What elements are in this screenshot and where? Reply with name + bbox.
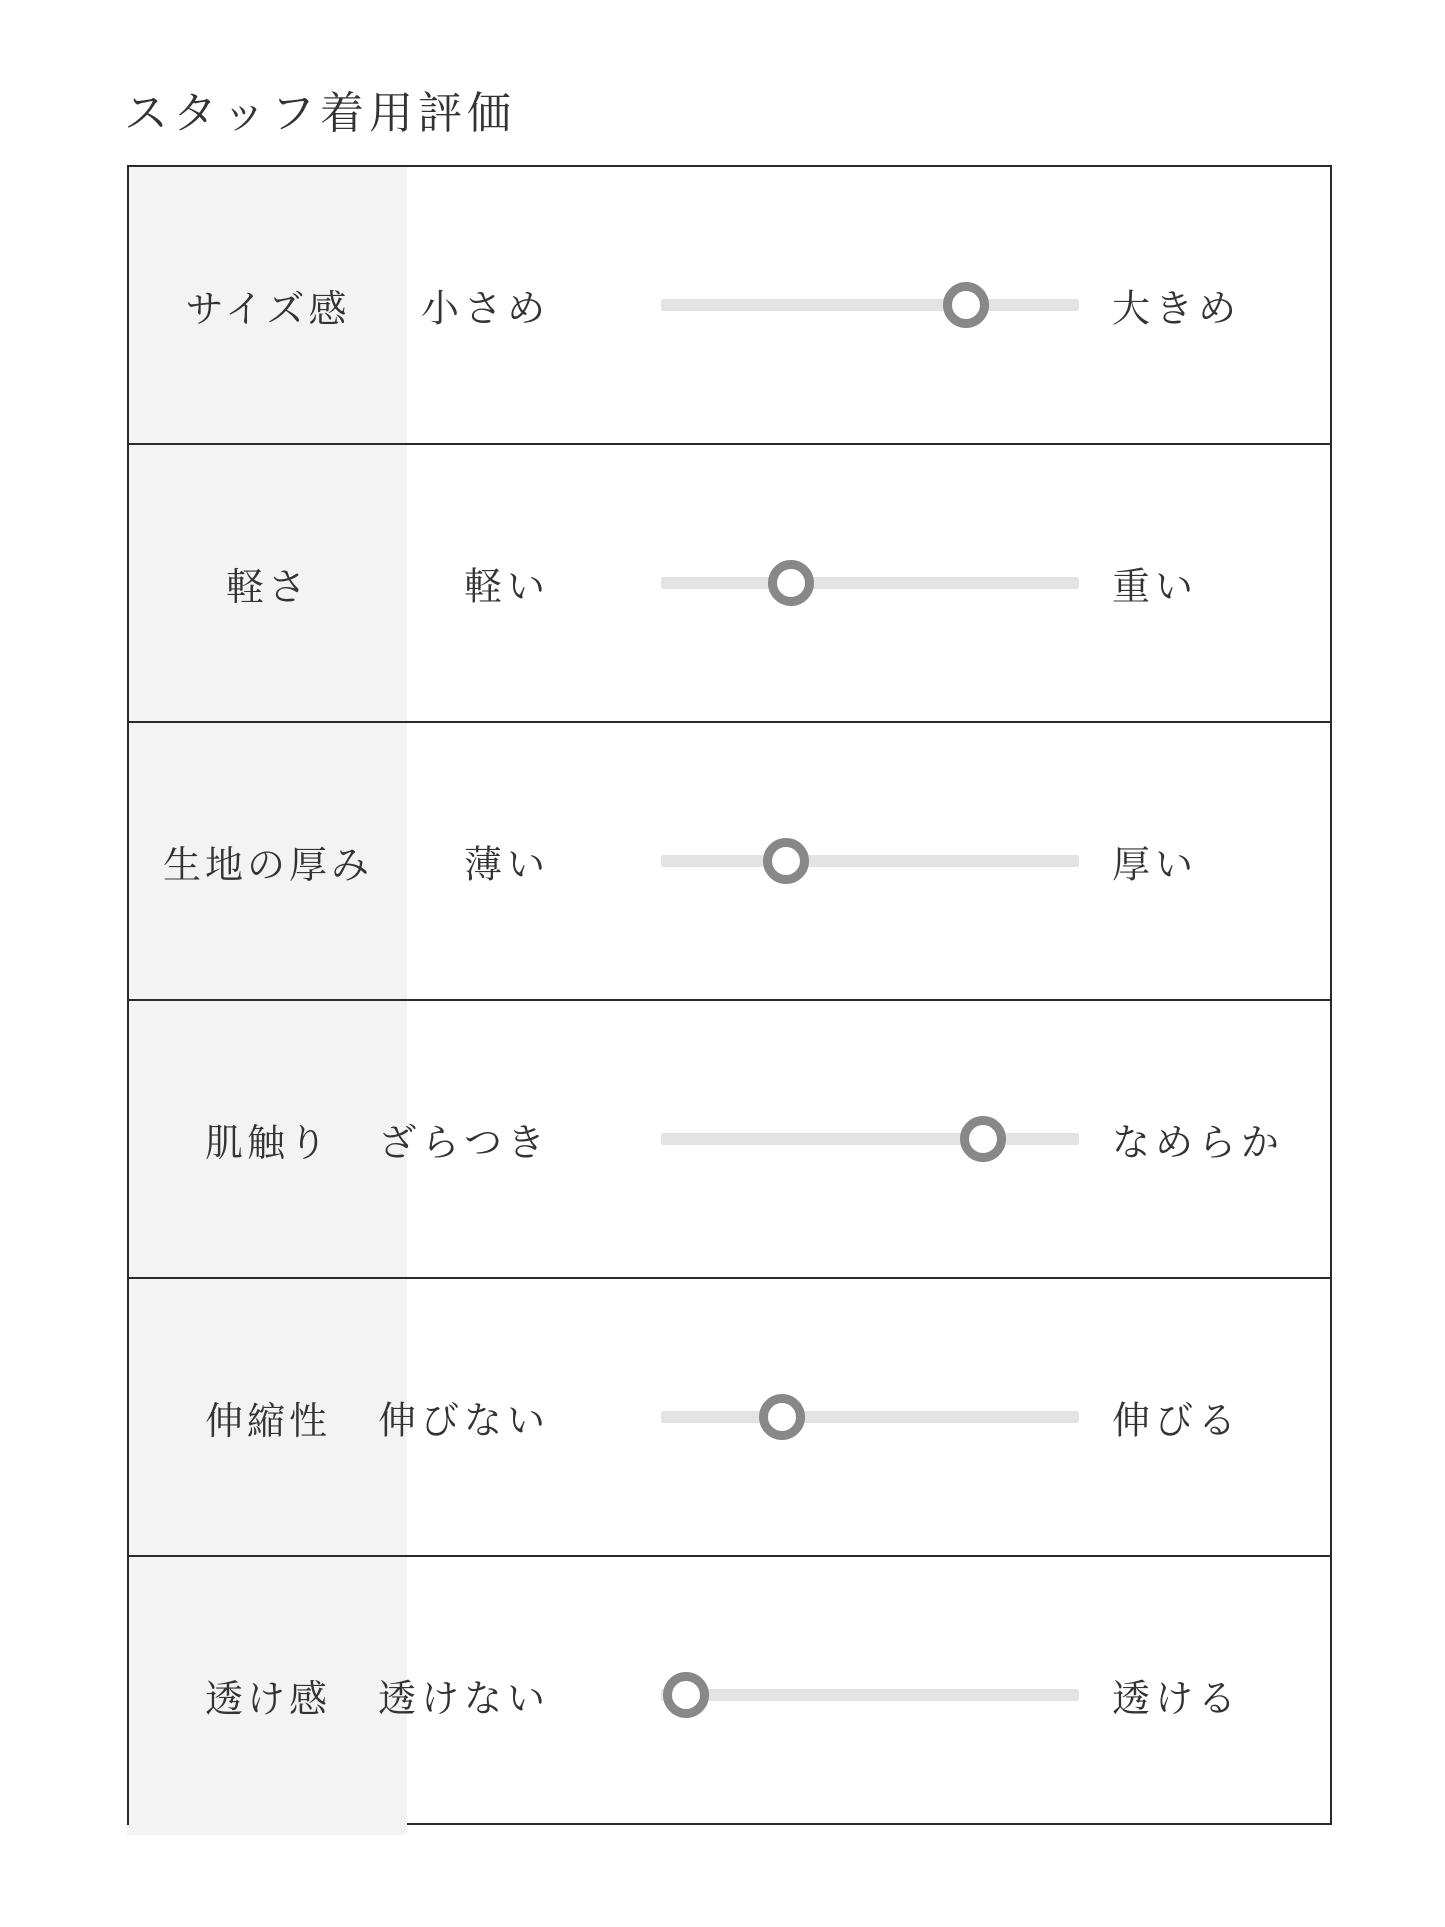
rating-slider-track: [661, 299, 1079, 311]
rating-row-weight: [129, 445, 1330, 723]
scale-min-label: 透けない: [377, 1676, 550, 1721]
rating-slider-knob: [763, 838, 809, 884]
rating-slider-knob: [960, 1116, 1006, 1162]
page-title: スタッフ着用評価: [124, 88, 516, 139]
rating-slider-track: [661, 1133, 1079, 1145]
rating-slider-track: [661, 577, 1079, 589]
scale-max-label: 伸びる: [1112, 1398, 1242, 1443]
rating-slider-track: [661, 855, 1079, 867]
row-label: 生地の厚み: [162, 842, 373, 887]
scale-min-label: 軽い: [463, 564, 550, 609]
rating-slider-knob: [759, 1394, 805, 1440]
scale-min-label: 薄い: [463, 842, 550, 887]
rating-row-texture: [129, 1001, 1330, 1279]
row-label-cell: [129, 445, 407, 721]
scale-max-label: 透ける: [1112, 1676, 1242, 1721]
scale-max-label: なめらか: [1112, 1120, 1285, 1165]
scale-max-label: 重い: [1112, 564, 1199, 609]
rating-slider-track: [661, 1411, 1079, 1423]
rating-slider-track: [661, 1689, 1079, 1701]
scale-max-label: 厚い: [1112, 842, 1199, 887]
rating-row-sheerness: [129, 1557, 1330, 1833]
rating-slider-knob: [768, 560, 814, 606]
row-label: サイズ感: [185, 286, 351, 331]
scale-min-label: 伸びない: [377, 1398, 550, 1443]
row-label: 肌触り: [204, 1120, 331, 1165]
row-label-cell: [129, 1001, 407, 1277]
row-label-cell: [129, 167, 407, 443]
row-label-cell: [129, 1557, 407, 1833]
rating-row-size: [129, 167, 1330, 445]
rating-row-stretch: [129, 1279, 1330, 1557]
rating-slider-knob: [943, 282, 989, 328]
scale-min-label: ざらつき: [378, 1120, 550, 1165]
row-label-cell: [129, 1279, 407, 1555]
rating-row-thickness: [129, 723, 1330, 1001]
row-label: 透け感: [204, 1676, 331, 1721]
scale-min-label: 小さめ: [420, 286, 550, 331]
row-label: 伸縮性: [204, 1398, 331, 1443]
row-label-cell: [129, 723, 407, 999]
scale-max-label: 大きめ: [1112, 286, 1242, 331]
rating-table: [127, 165, 1332, 1825]
rating-slider-knob: [663, 1672, 709, 1718]
label-column-overhang: [127, 1825, 405, 1835]
row-label: 軽さ: [225, 564, 310, 609]
